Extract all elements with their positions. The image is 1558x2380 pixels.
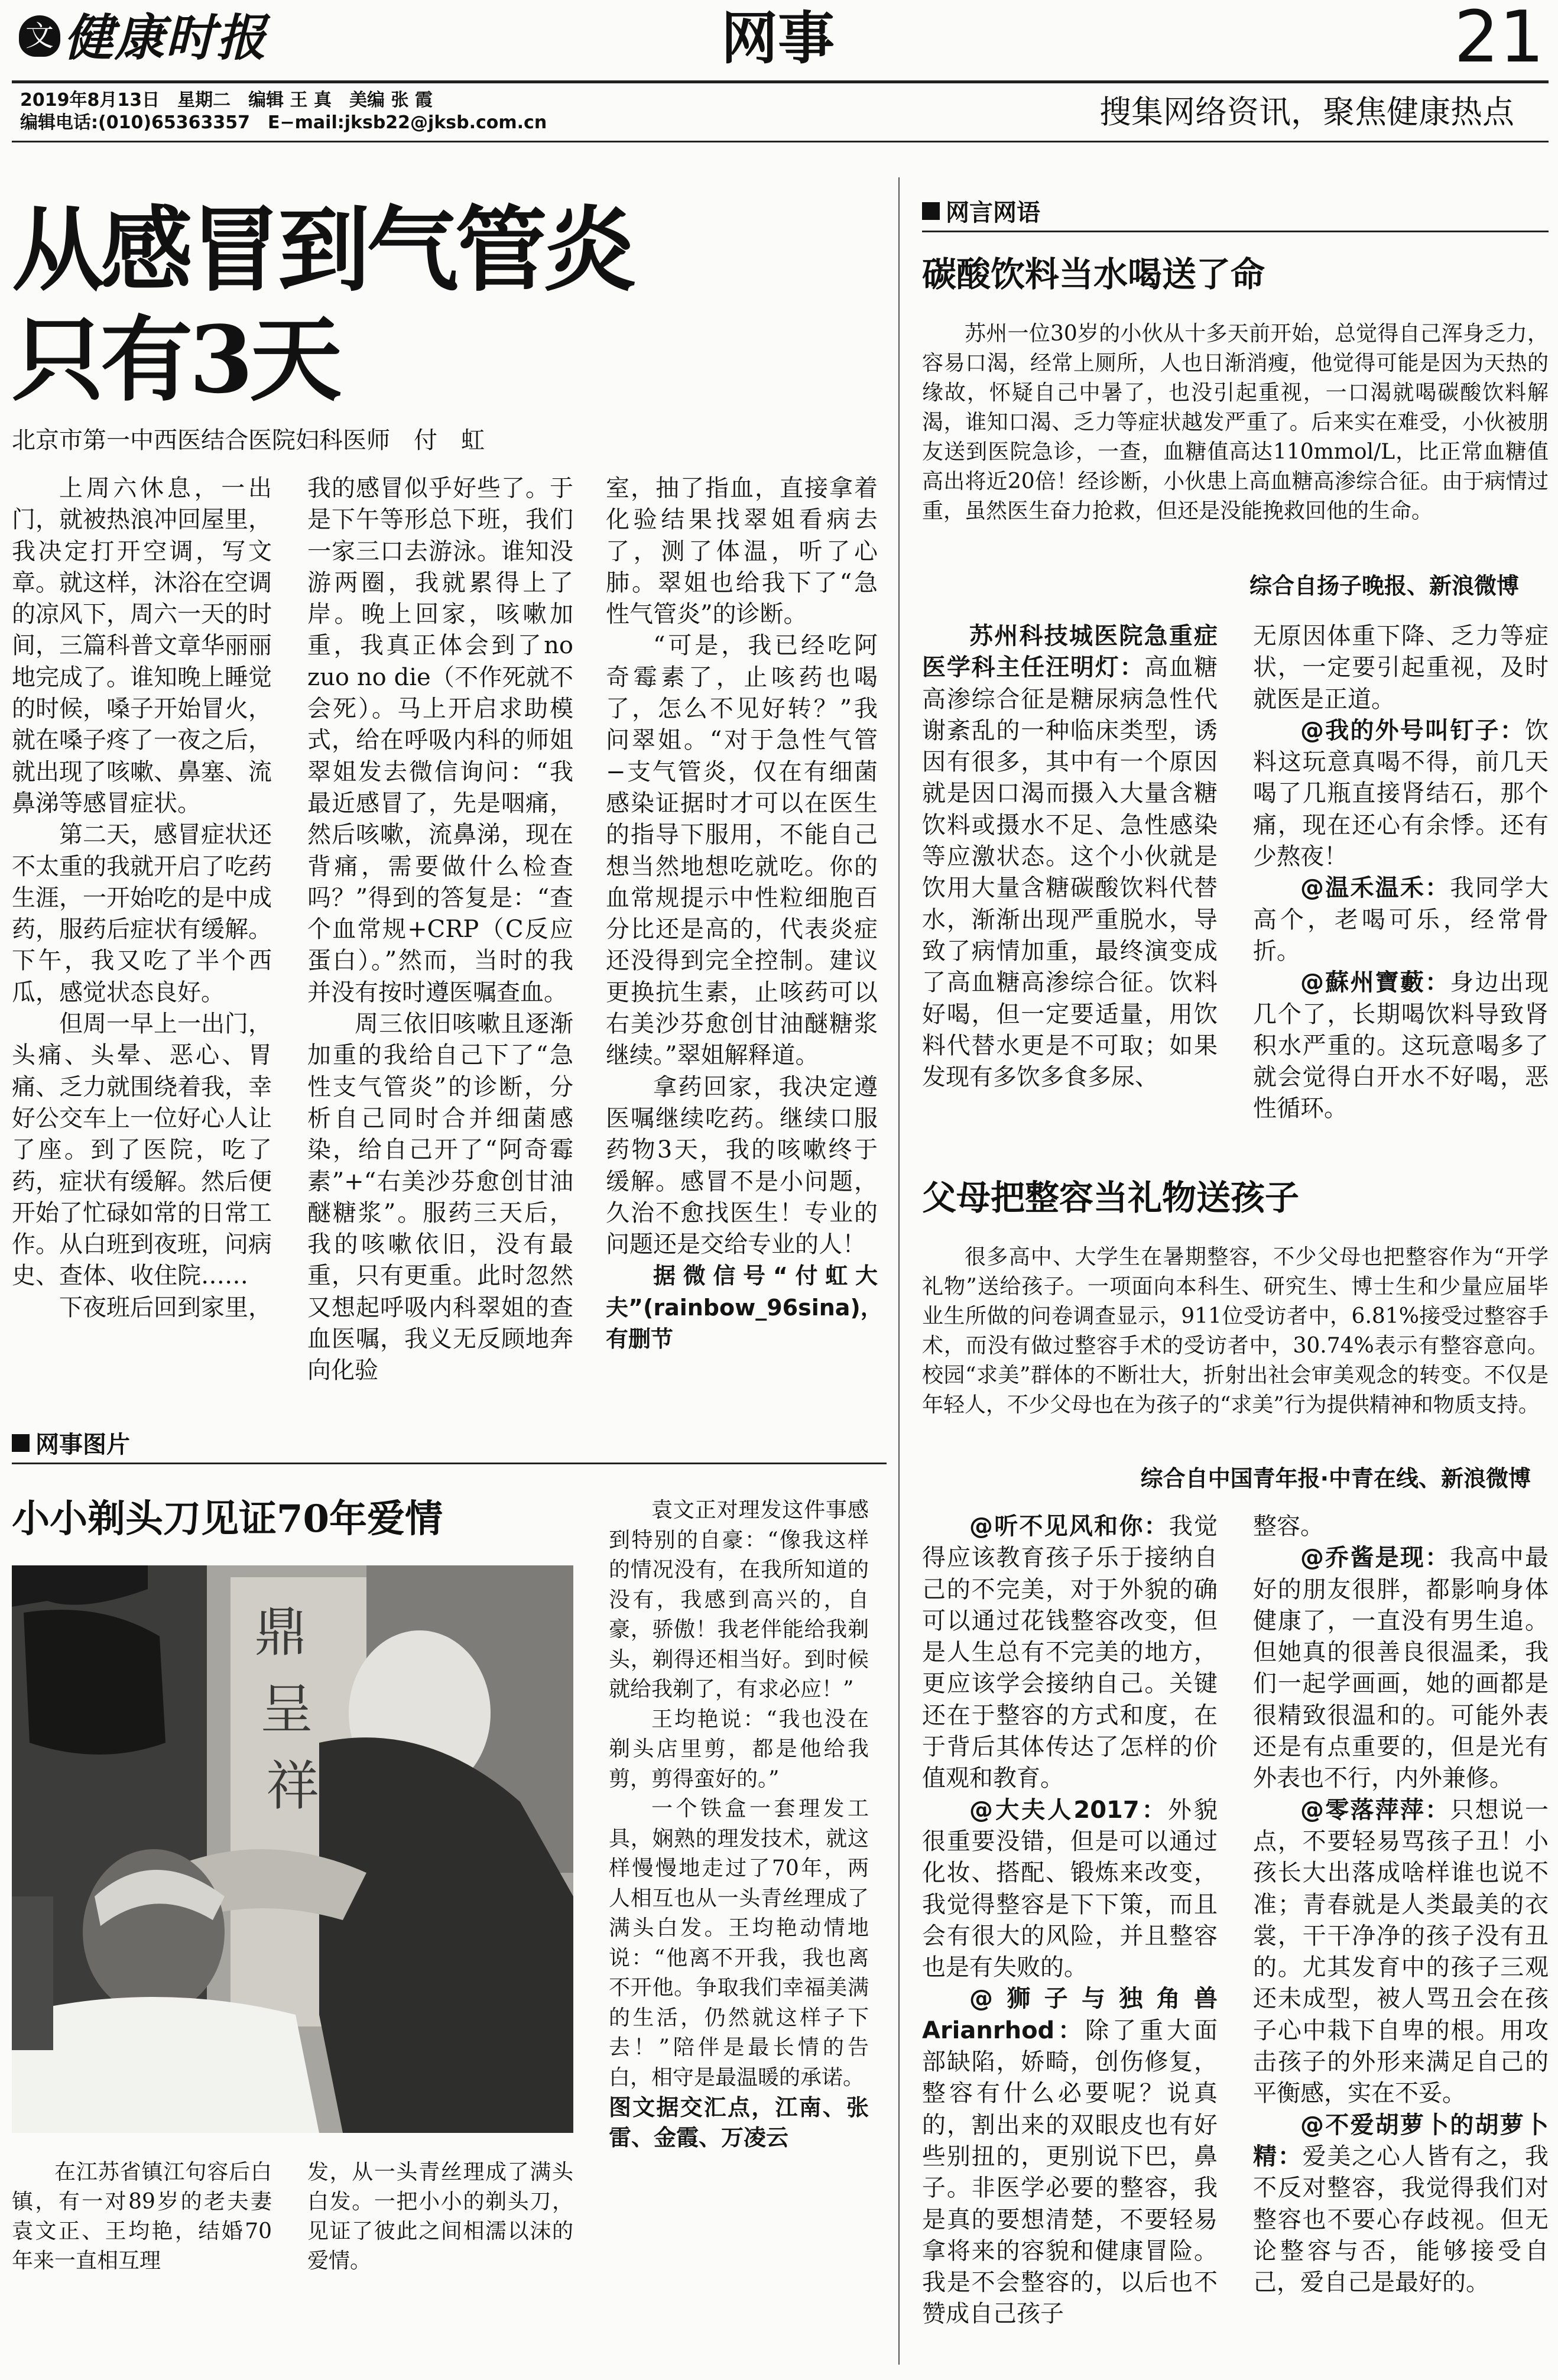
main-col3-p2: “可是，我已经吃阿奇霉素了，止咳药也喝了，怎么不见好转？”我问翠姐。“对于急性气管−支气管炎，仅在有细菌感染证据时才可以在医生的指导下服用，不能自己想当然地想吃就吃。你的血常规提示中性粒细胞百分比还是高的，代表炎症还没得到完全控制。建议更换抗生素，止咳药可以右美沙芬愈创甘油醚糖浆继续。”翠姐解释道。 <box>606 632 878 1069</box>
issue-line: 2019年8月13日 星期二 编辑 王 真 美编 张 霞 <box>20 90 433 111</box>
soda-comment-2: @我的外号叫钉子：饮料这玩意真喝不得，前几天喝了几瓶直接肾结石，那个痛，现在还心有余悸。还有少熬夜！ <box>1253 716 1549 871</box>
photo-text-3: 祥 <box>266 1755 319 1817</box>
main-col3-p1: 室，抽了指血，直接拿着化验结果找翠姐看病去了，测了体温，听了心肺。翠姐也给我下了“急性气管炎”的诊断。 <box>606 475 878 628</box>
section-square-icon <box>922 202 940 220</box>
photo-section-label: 网事图片 <box>12 1426 130 1460</box>
main-col1-p2: 第二天，感冒症状还不太重的我就开启了吃药生涯，一开始吃的是中成药，服药后症状有缓解。下午，我又吃了半个西瓜，感觉状态良好。 <box>12 821 272 1006</box>
main-headline-line2: 只有3天 <box>12 306 339 414</box>
soda-headline: 碳酸饮料当水喝送了命 <box>922 254 1265 294</box>
logo-mark <box>19 15 60 57</box>
gift-comment-3: @狮子与独角兽Arianrhod：除了重大面部缺陷，娇畸，创伤修复，整容有什么必要呢？说真的，割出来的双眼皮也有好些别扭的，更别说下巴，鼻子。非医学必要的整容，我是真的要想清楚，不要轻易拿将来的容貌和健康冒险。我是不会整容的，以后也不赞成自己孩子 <box>922 1985 1218 2328</box>
gift-source: 综合自中国青年报·中青在线、新浪微博 <box>1140 1465 1531 1491</box>
gift-comment-5: @零落萍萍：只想说一点，不要轻易骂孩子丑！小孩长大出落成啥样谁也说不准；青春就是人类最美的衣裳，干干净净的孩子没有丑的。尤其发育中的孩子三观还未成型，被人骂丑会在孩子心中栽下自卑的根。用攻击孩子的外形来满足自己的平衡感，实在不妥。 <box>1253 1796 1549 2107</box>
gift-comment-1: @听不见风和你：我觉得应该教育孩子乐于接纳自己的不完美，对于外貌的确可以通过花钱整容改变，但是人生总有不完美的地方，更应该学会接纳自己。关键还在于整容的方式和度，在于背后其体传达了怎样的价值观和教育。 <box>922 1513 1218 1792</box>
barber-photo <box>12 1565 573 2133</box>
main-col1-p4: 下夜班后回到家里， <box>59 1293 272 1321</box>
section-square-icon <box>12 1434 30 1452</box>
soda-source: 综合自扬子晚报、新浪微博 <box>1249 573 1519 599</box>
photo-side-p2: 王均艳说：“我也没在剃头店里剪，都是他给我剪，剪得蛮好的。” <box>609 1707 869 1791</box>
gift-comment-4: @乔酱是现：我高中最好的朋友很胖，都影响身体健康了，一直没有男生追。但她真的很善良很温柔，我们一起学画画，她的画都是很精致很温和的。可能外表还是有点重要的，但是光有外表也不行，内外兼修。 <box>1253 1544 1549 1792</box>
gift-comment-2: @大夫人2017：外貌很重要没错，但是可以通过化妆、搭配、锻炼来改变，我觉得整容是下下策，而且会有很大的风险，并且整容也是有失败的。 <box>922 1796 1218 1982</box>
masthead-rule <box>12 80 1549 83</box>
soda-comment-doctor-cont: 无原因体重下降、乏力等症状，一定要引起重视，及时就医是正道。 <box>1253 622 1549 713</box>
main-source: 据微信号“付虹大夫”(rainbow_96sina)，有删节 <box>606 1263 883 1353</box>
gift-comments-col1 <box>922 1511 1218 2330</box>
photo-section-rule <box>12 1463 887 1464</box>
photo-headline: 小小剃头刀见证70年爱情 <box>12 1497 443 1541</box>
soda-section-rule <box>922 231 1549 232</box>
soda-comment-3: @温禾温禾：我同学大高个，老喝可乐，经常骨折。 <box>1253 874 1549 965</box>
page-number: 21 <box>1454 0 1544 79</box>
main-col2-p2: 周三依旧咳嗽且逐渐加重的我给自己下了“急性支气管炎”的诊断，分析自己同时合并细菌感染，给自己开了“阿奇霉素”+“右美沙芬愈创甘油醚糖浆”。服药三天后，我的咳嗽依旧，没有最重，只有更重。此时忽然又想起呼吸内科翠姐的查血医嘱，我义无反顾地奔向化验 <box>307 1010 573 1384</box>
main-col-2 <box>307 473 573 1387</box>
main-col2-p1: 我的感冒似乎好些了。于是下午等形总下班，我们一家三口去游泳。谁知没游两圈，我就累得上了岸。晚上回家，咳嗽加重，我真正体会到了no zuo no die（不作死就不会死）。马上开启求助模式，给在呼吸内科的师姐翠姐发去微信询问：“我最近感冒了，先是咽痛，然后咳嗽，流鼻涕，现在背痛，需要做什么检查吗？”得到的答复是：“查个血常规+CRP（C反应蛋白）。”然而，当时的我并没有按时遵医嘱查血。 <box>307 475 573 1006</box>
section-name: 网事 <box>721 5 835 72</box>
photo-text-2: 呈 <box>260 1678 313 1740</box>
soda-comment-4: @蘇州寶藪：身边出现几个了，长期喝饮料导致肾积水严重的。这玩意喝多了就会觉得白开水不好喝，恶性循环。 <box>1253 969 1549 1123</box>
main-col-1 <box>12 473 272 1324</box>
soda-section-label: 网言网语 <box>922 194 1040 228</box>
gift-comments-col2 <box>1253 1511 1549 2298</box>
main-col1-p1: 上周六休息，一出门，就被热浪冲回屋里，我决定打开空调，写文章。就这样，沐浴在空调的凉风下，周六一天的时间，三篇科普文章华丽丽地完成了。谁知晚上睡觉的时候，嗓子开始冒火，就在嗓子疼了一夜之后，就出现了咳嗽、鼻塞、流鼻涕等感冒症状。 <box>12 475 272 817</box>
photo-caption-2: 发，从一头青丝理成了满头白发。一把小小的剃头刀，见证了彼此之间相濡以沫的爱情。 <box>307 2160 573 2273</box>
photo-credit: 图文据交汇点，江南、张雷、金霞、万凌云 <box>609 2094 869 2151</box>
column-divider <box>898 177 900 2365</box>
contact-line: 编辑电话:(010)65363357 E−mail:jksb22@jksb.com.cn <box>20 112 547 133</box>
soda-lead: 苏州一位30岁的小伙从十多天前开始，总觉得自己浑身乏力，容易口渴，经常上厕所，人也日渐消瘦，他觉得可能是因为天热的缘故，怀疑自己中暑了，也没引起重视，一口渴就喝碳酸饮料解渴，谁知口渴、乏力等症状越发严重了。后来实在难受，小伙被朋友送到医院急诊，一查，血糖值高达110mmol/L，比正常血糖值高出将近20倍！经诊断，小伙患上高血糖高渗综合征。由于病情过重，虽然医生奋力抢救，但还是没能挽救回他的生命。 <box>922 322 1549 523</box>
photo-side-text <box>609 1496 869 2152</box>
main-col1-p3: 但周一早上一出门，头痛、头晕、恶心、胃痛、乏力就围绕着我，幸好公交车上一位好心人让了座。到了医院，吃了药，症状有缓解。然后便开始了忙碌如常的日常工作。从白班到夜班，问病史、查体、收住院…… <box>12 1010 272 1290</box>
paper-name: 健康时报 <box>64 9 268 67</box>
main-col3-p3: 拿药回家，我决定遵医嘱继续吃药。继续口服药物3天，我的咳嗽终于缓解。感冒不是小问题，久治不愈找医生！专业的问题还是交给专业的人！ <box>606 1073 878 1259</box>
main-byline: 北京市第一中西医结合医院妇科医师 付 虹 <box>12 427 485 454</box>
gift-lead: 很多高中、大学生在暑期整容，不少父母也把整容作为“开学礼物”送给孩子。一项面向本科生、研究生、博士生和少量应届毕业生所做的问卷调查显示，911位受访者中，6.81%接受过整容手术，而没有做过整容手术的受访者中，30.74%表示有整容意向。校园“求美”群体的不断壮大，折射出社会审美观念的转变。不仅是年轻人，不少父母也在为孩子的“求美”行为提供精神和物质支持。 <box>922 1245 1549 1417</box>
soda-comments-col2 <box>1253 621 1549 1125</box>
soda-comment-doctor: 苏州科技城医院急重症医学科主任汪明灯：高血糖高渗综合征是糖尿病急性代谢紊乱的一种临床类型，诱因有很多，其中有一个原因就是因口渴而摄入大量含糖饮料或摄水不足、急性感染等应激状态。这个小伙就是饮用大量含糖碳酸饮料代替水，渐渐出现严重脱水，导致了病情加重，最终演变成了高血糖高渗综合征。饮料好喝，但一定要适量，用饮料代替水更是不可取；如果发现有多饮多食多尿、 <box>922 622 1218 1091</box>
main-col-3 <box>606 473 883 1355</box>
logo-glyph: 文 <box>25 20 54 53</box>
masthead-rule-bottom <box>12 141 1549 142</box>
slogan: 搜集网络资讯，聚焦健康热点 <box>1099 93 1514 131</box>
photo-side-p3: 一个铁盒一套理发工具，娴熟的理发技术，就这样慢慢地走过了70年，两人相互也从一头青丝理成了满头白发。王均艳动情地说：“他离不开我，我也离不开他。争取我们幸福美满的生活，仍然就这样子下去！”陪伴是最长情的告白，相守是最温暖的承诺。 <box>609 1797 869 2090</box>
photo-side-p1: 袁文正对理发这件事感到特别的自豪：“像我这样的情况没有，在我所知道的没有，我感到高兴的，自豪，骄傲！我老伴能给我剃头，剃得还相当好。到时候就给我剃了，有求必应！” <box>609 1498 869 1701</box>
photo-caption-1: 在江苏省镇江句容后白镇，有一对89岁的老夫妻袁文正、王均艳，结婚70年来一直相互理 <box>12 2160 272 2273</box>
gift-comment-3-cont: 整容。 <box>1253 1513 1324 1540</box>
soda-comments-col1 <box>922 621 1218 1093</box>
main-headline <box>12 195 632 415</box>
gift-comment-6: @不爱胡萝卜的胡萝卜精：爱美之心人皆有之，我不反对整容，我觉得我们对整容也不要心存歧视。但无论整容与否，能够接受自己，爱自己是最好的。 <box>1253 2111 1549 2297</box>
photo-text-1: 鼎 <box>254 1601 307 1664</box>
gift-headline: 父母把整容当礼物送孩子 <box>922 1178 1300 1218</box>
main-headline-line1: 从感冒到气管炎 <box>12 196 632 304</box>
